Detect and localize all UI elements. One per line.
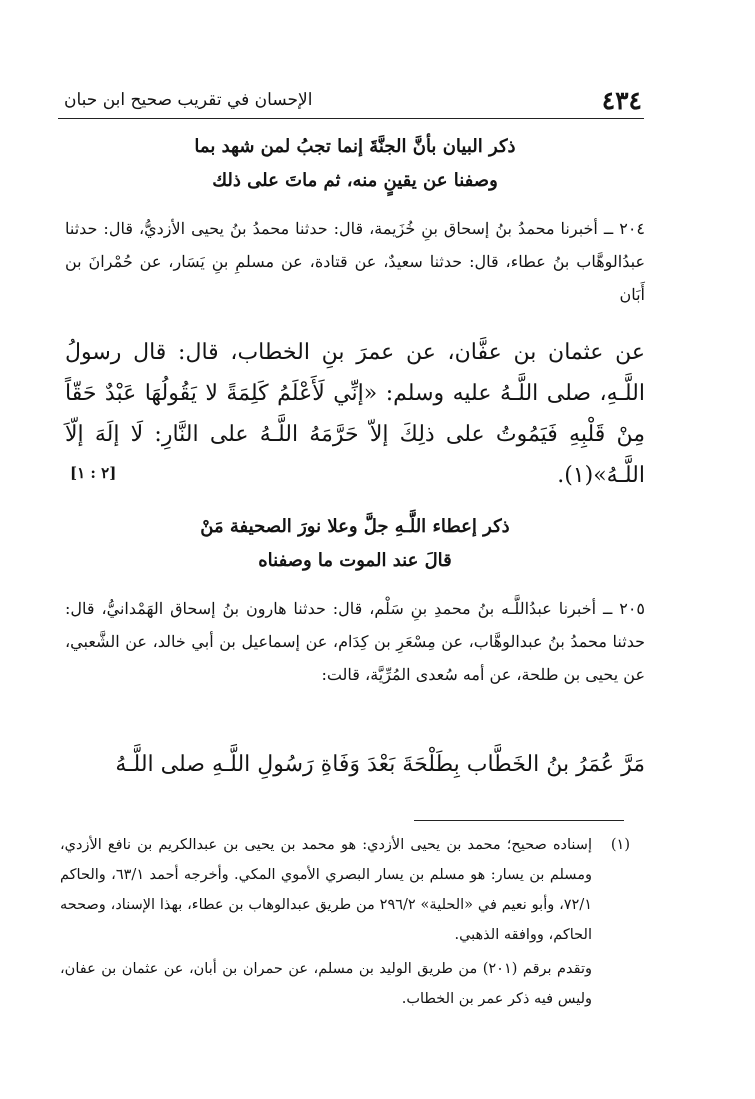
hadith-204-reference: [٢ : ١] — [70, 464, 117, 482]
running-header — [58, 86, 642, 116]
section2-heading-line2: قالَ عند الموت ما وصفناه — [258, 550, 452, 571]
hadith-204-matn: عن عثمان بن عفَّان، عن عمرَ بنِ الخطاب، قال: قال رسولُ اللَّـهِ، صلى اللَّـهُ عليه وسلم: «إنِّي لَأَعْلَمُ كَلِمَةً لا يَقُولُهَا عَبْدٌ حَقّاً مِنْ قَلْبِهِ فَيَمُوتُ على ذلِكَ إلاّ حَرَّمَهُ اللَّـهُ على النَّارِ: لَا إلَهَ إلّاَ اللَّـهُ»(١). — [65, 340, 645, 488]
hadith-205-matn: مَرَّ عُمَرُ بنُ الخَطَّاب بِطَلْحَةَ بَعْدَ وَفَاةِ رَسُولِ اللَّـهِ صلى اللَّـهُ — [115, 752, 645, 777]
section1-heading-line2: وصفنا عن يقينٍ منه، ثم ماتَ على ذلك — [212, 170, 498, 191]
section2-heading — [65, 510, 645, 578]
section1-heading — [65, 130, 645, 198]
footnote-divider — [414, 820, 624, 821]
section2-heading-line1: ذكر إعطاء اللَّـهِ جلَّ وعلا نورَ الصحيفة مَنْ — [200, 516, 510, 537]
header-divider — [58, 118, 644, 119]
page-number: ٤٣٤ — [601, 86, 642, 115]
section1-heading-line1: ذكر البيان بأنَّ الجنَّةَ إنما تجبُ لمن شهد بما — [194, 136, 516, 157]
footnote-1 — [60, 830, 630, 1014]
footnote-marker: (١) — [610, 837, 630, 853]
book-title: الإحسان في تقريب صحيح ابن حبان — [64, 90, 313, 110]
footnote-text: إسناده صحيح؛ محمد بن يحيى الأزدي: هو محمد بن يحيى بن عبدالكريم بن نافع الأزدي، ومسلم بن يسار: هو مسلم بن يسار البصري الأموي المكي. وأخرجه أحمد ٦٣/١، والحاكم ٧٢/١، وأبو نعيم في «الحلية» ٢٩٦/٢ من طريق عبدالوهاب بن عطاء، بهذا الإسناد، وصححه الحاكم، ووافقه الذهبي. — [60, 837, 593, 943]
hadith-204-isnad: ٢٠٤ ــ أخبرنا محمدُ بنُ إسحاق بنِ خُزَيمة، قال: حدثنا محمدُ بنُ يحيى الأزديُّ، قال: حدثنا عبدُالوهَّاب بنُ عطاء، قال: حدثنا سعيدٌ، عن قتادة، عن مسلمِ بنِ يَسَار، عن حُمْرانَ بن أَبَان — [65, 219, 645, 304]
hadith-205-isnad: ٢٠٥ ــ أخبرنا عبدُاللَّـه بنُ محمدِ بنِ سَلْم، قال: حدثنا هارون بنُ إسحاق الهَمْدانيُّ، قال: حدثنا محمدُ بنُ عبدالوهَّاب، عن مِسْعَرِ بن كِدَام، عن إسماعيل بن أبي خالد، عن الشَّعبي، عن يحيى بن طلحة، عن أمه سُعدى المُرِّيَّة، قالت: — [65, 599, 645, 684]
footnote-text-continued: وتقدم برقم (٢٠١) من طريق الوليد بن مسلم، عن حمران بن أبان، عن عثمان بن عفان، وليس فيه ذكر عمر بن الخطاب. — [60, 961, 592, 1007]
